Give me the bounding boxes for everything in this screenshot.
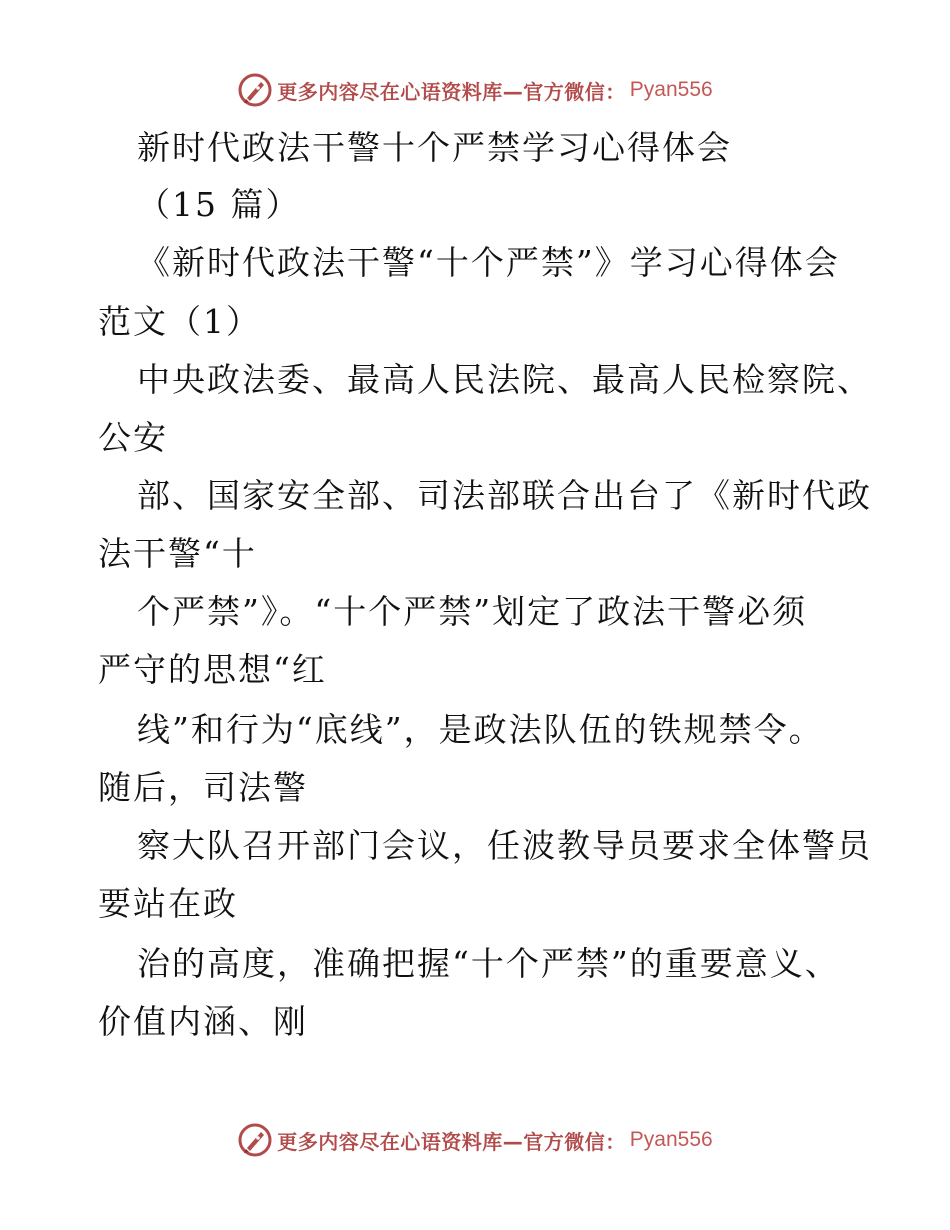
paragraph-line: 《新时代政法干警“十个严禁”》学习心得体会	[137, 243, 840, 282]
paragraph-line: 随后，司法警	[98, 768, 308, 807]
pen-nib-logo-icon	[237, 72, 273, 108]
banner-wechat-id: Pyan556	[629, 1128, 713, 1151]
header-banner	[0, 70, 950, 110]
paragraph-line: 线”和行为“底线”，是政法队伍的铁规禁令。	[137, 710, 824, 749]
paragraph-line: 法干警“十	[98, 534, 257, 573]
banner-text: 更多内容尽在心语资料库—官方微信：	[277, 1129, 626, 1154]
document-title: 新时代政法干警十个严禁学习心得体会	[137, 128, 732, 167]
paragraph-line: 中央政法委、最高人民法院、最高人民检察院、	[137, 360, 872, 399]
paragraph-line: 个严禁”》。“十个严禁”划定了政法干警必须	[137, 592, 808, 631]
paragraph-line: 察大队召开部门会议，任波教导员要求全体警员	[137, 826, 872, 865]
pen-nib-logo-icon	[237, 1122, 273, 1158]
paragraph-line: 严守的思想“红	[98, 650, 327, 689]
banner-wechat-id: Pyan556	[629, 78, 713, 101]
paragraph-line: 公安	[98, 418, 168, 457]
banner-text: 更多内容尽在心语资料库—官方微信：	[277, 79, 626, 104]
paragraph-line: 部、国家安全部、司法部联合出台了《新时代政	[137, 476, 872, 515]
document-title-count: （15 篇）	[137, 185, 301, 224]
paragraph-line: 价值内涵、刚	[98, 1002, 308, 1041]
paragraph-line: 治的高度，准确把握“十个严禁”的重要意义、	[137, 944, 840, 983]
footer-banner	[0, 1120, 950, 1160]
paragraph-line: 范文（1）	[98, 302, 261, 341]
paragraph-line: 要站在政	[98, 884, 238, 923]
